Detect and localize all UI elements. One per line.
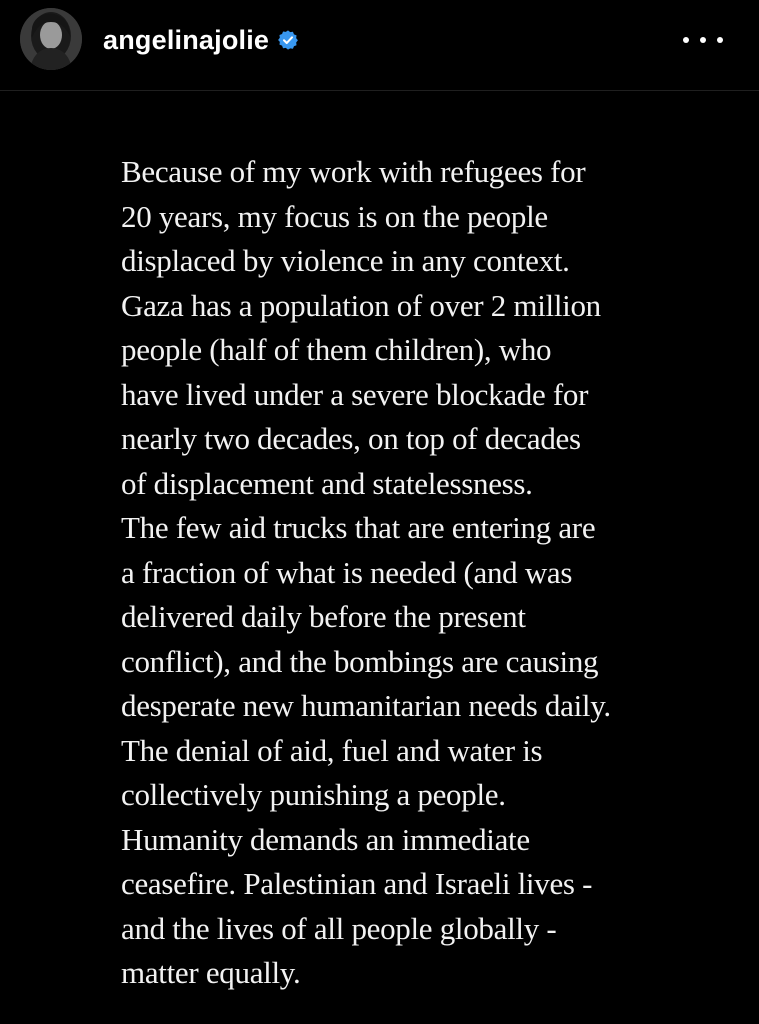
post-text-line: and the lives of all people globally -: [121, 910, 557, 946]
more-dot: [700, 37, 706, 43]
post-text-line: Gaza has a population of over 2 million: [121, 287, 601, 323]
post-text: [121, 150, 681, 996]
post-text-line: desperate new humanitarian needs daily.: [121, 688, 611, 723]
more-dot: [717, 37, 723, 43]
post-text-line: nearly two decades, on top of decades: [121, 421, 581, 456]
username-row: [103, 22, 299, 58]
more-options-icon[interactable]: [683, 26, 723, 54]
post-text-line: collectively punishing a people.: [121, 777, 506, 812]
post-text-line: delivered daily before the present: [121, 599, 526, 634]
post-text-line: displaced by violence in any context.: [121, 243, 570, 278]
post-header: [0, 0, 759, 91]
post-text-line: The few aid trucks that are entering are: [121, 510, 596, 545]
verified-badge-icon: [277, 29, 299, 51]
post-text-line: have lived under a severe blockade for: [121, 376, 589, 412]
post-text-line: of displacement and statelessness.: [121, 465, 533, 501]
post-text-line: a fraction of what is needed (and was: [121, 554, 573, 590]
post-text-line: The denial of aid, fuel and water is: [121, 732, 543, 768]
more-dot: [683, 37, 689, 43]
post-text-line: matter equally.: [121, 955, 301, 990]
post-text-line: Because of my work with refugees for: [121, 154, 586, 189]
avatar[interactable]: [20, 8, 82, 70]
post-text-line: conflict), and the bombings are causing: [121, 643, 599, 679]
post-text-line: people (half of them children), who: [121, 332, 552, 367]
username[interactable]: angelinajolie: [103, 24, 270, 55]
post-text-line: ceasefire. Palestinian and Israeli lives -: [121, 866, 593, 901]
post-text-line: 20 years, my focus is on the people: [121, 198, 548, 234]
post-text-line: Humanity demands an immediate: [121, 821, 530, 857]
profile-photo-icon: [20, 8, 82, 70]
